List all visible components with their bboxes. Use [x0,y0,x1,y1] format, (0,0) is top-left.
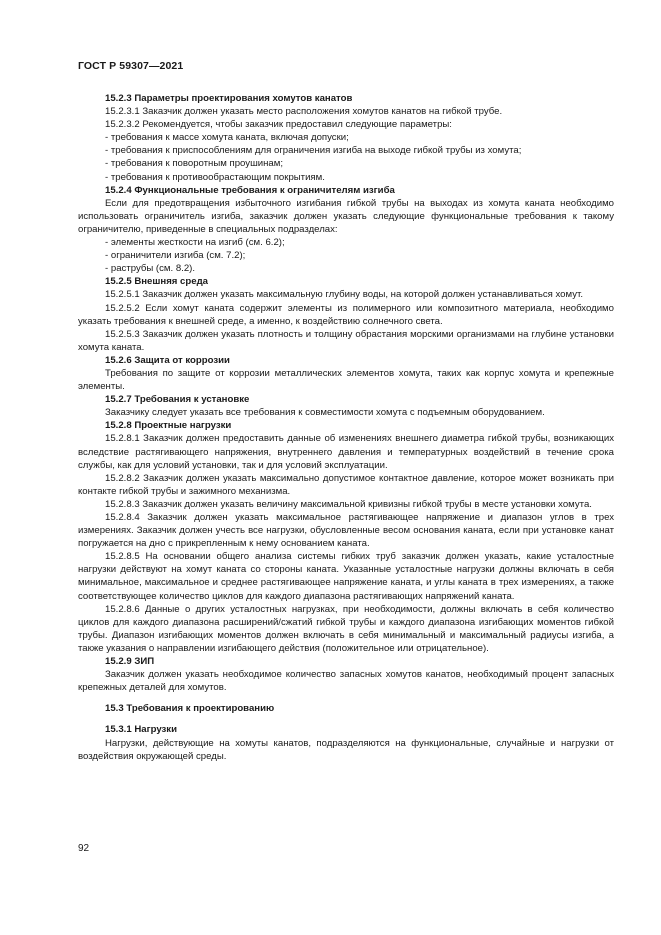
paragraph: 15.2.5.3 Заказчик должен указать плотность и толщину обрастания морскими организмами на глубине установки хомута каната. [78,328,614,353]
paragraph: 15.2.3.1 Заказчик должен указать место расположения хомутов канатов на гибкой трубе. [105,106,503,118]
subsection-heading: 15.2.7 Требования к установке [105,394,250,406]
subsection-heading: 15.3.1 Нагрузки [105,724,178,736]
page-number: 92 [78,843,90,854]
subsection-heading: 15.2.9 ЗИП [105,656,155,668]
subsection-heading: 15.2.4 Функциональные требования к ограничителям изгиба [105,184,395,196]
paragraph: 15.2.5.1 Заказчик должен указать максимальную глубину воды, на которой должен устанавливаться хомут. [105,289,584,301]
paragraph: 15.2.8.4 Заказчик должен указать максимальное растягивающее напряжение и диапазон углов в трех измерениях. Заказчик должен учесть все нагрузки, обусловленные весом основания каната, если при установке канат погружается на дно с прикрепленным к нему основанием каната. [78,512,614,550]
paragraph: 15.2.8.3 Заказчик должен указать величину максимальной кривизны гибкой трубы в месте установки хомута. [105,498,592,510]
document-header: ГОСТ Р 59307—2021 [78,60,184,72]
paragraph: 15.2.5.2 Если хомут каната содержит элементы из полимерного или композитного материала, необходимо указать требования к внешней среде, а именно, к воздействию солнечного света. [78,302,614,327]
subsection-heading: 15.2.3 Параметры проектирования хомутов канатов [105,93,353,104]
paragraph: 15.2.8.5 На основании общего анализа системы гибких труб заказчик должен указать, какие усталостные нагрузки действуют на хомут каната со стороны каната. Указанные усталостные нагрузки должны включать в себя минимальное, максимальное и среднее растягивающее напряжение каната, и углы каната в трех измерениях, а также соответствующее количество циклов для каждого диапазона растягивающих напряжений каната. [78,551,614,602]
paragraph: Требования по защите от коррозии металлических элементов хомута, таких как корпус хомута и крепежные элементы. [78,367,614,393]
subsection-heading: 15.2.8 Проектные нагрузки [105,420,232,432]
list-item: - требования к противообрастающим покрытиям. [105,171,325,183]
list-item: - раструбы (см. 8.2). [105,263,196,275]
list-item: - требования к массе хомута каната, включая допуски; [105,132,349,144]
paragraph: Нагрузки, действующие на хомуты канатов, подразделяются на функциональные, случайные и нагрузки от воздействия окружающей среды. [78,737,614,762]
list-item: - требования к приспособлениям для ограничения изгиба на выходе гибкой трубы из хомута; [105,145,522,157]
list-item: - требования к поворотным проушинам; [105,158,284,170]
list-item: - ограничители изгиба (см. 7.2); [105,250,246,262]
section-heading: 15.3 Требования к проектированию [105,703,275,715]
paragraph: 15.2.8.1 Заказчик должен предоставить данные об изменениях внешнего диаметра гибкой трубы, возникающих вследствие растягивающего напряжения, внутреннего давления и температурных воздействий в течение срока службы, как для условий установки, так и для условий эксплуатации. [78,433,614,471]
subsection-heading: 15.2.6 Защита от коррозии [105,354,230,366]
document-body [78,92,614,763]
paragraph: Заказчик должен указать необходимое количество запасных хомутов канатов, необходимый процент запасных крепежных деталей для хомутов. [78,669,614,694]
paragraph: Заказчику следует указать все требования к совместимости хомута с подъемным оборудованием. [105,407,545,419]
paragraph: 15.2.3.2 Рекомендуется, чтобы заказчик предоставил следующие параметры: [105,119,452,131]
paragraph: 15.2.8.2 Заказчик должен указать максимально допустимое контактное давление, которое может возникать при контакте гибкой трубы и зажимного механизма. [78,472,614,497]
subsection-heading: 15.2.5 Внешняя среда [105,276,209,288]
paragraph: 15.2.8.6 Данные о других усталостных нагрузках, при необходимости, должны включать в себя количество циклов для каждого диапазона расширений/сжатий гибкой трубы и каждого диапазона изгибающих моментов гибкой трубы. Диапазон изгибающих моментов должен включать в себя минимальный и максимальный радиусы изгиба, а также указания о направлении изгибающего действия (положительное или отрицательное). [78,603,614,654]
list-item: - элементы жесткости на изгиб (см. 6.2); [105,237,285,249]
paragraph: Если для предотвращения избыточного изгибания гибкой трубы на выходах из хомута каната необходимо использовать ограничитель изгиба, заказчик должен указать следующие функциональные требования к такому ограничителю, приведенные в специальных подразделах: [78,197,614,235]
